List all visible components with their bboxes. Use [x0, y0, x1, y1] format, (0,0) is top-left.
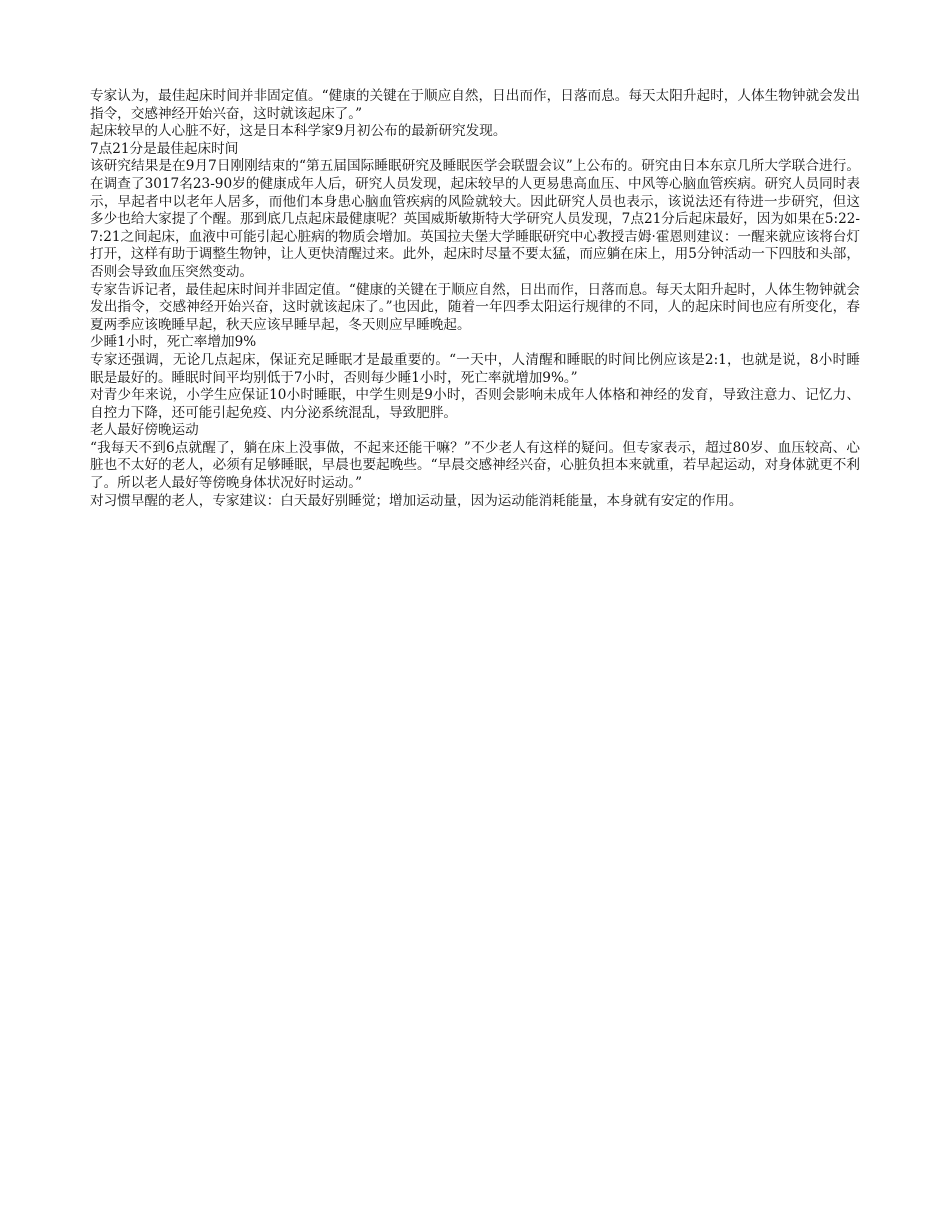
section-heading-elderly-exercise: 老人最好傍晚运动 — [90, 422, 199, 439]
body-paragraph: 对青少年来说，小学生应保证10小时睡眠，中学生则是9小时，否则会影响未成年人体格和神经的发育，导致注意力、记忆力、自控力下降，还可能引起免疫、内分泌系统混乱，导致肥胖。 — [90, 387, 860, 421]
section-heading-best-wake-time: 7点21分是最佳起床时间 — [90, 140, 239, 157]
section-heading-sleep-mortality: 少睡1小时，死亡率增加9% — [90, 334, 257, 351]
body-paragraph: 专家告诉记者，最佳起床时间并非固定值。“健康的关键在于顺应自然，日出而作，日落而息。每天太阳升起时，人体生物钟就会发出指令，交感神经开始兴奋，这时就该起床了。”也因此，随着一年四季太阳运行规律的不同，人的起床时间也应有所变化，春夏两季应该晚睡早起，秋天应该早睡早起，冬天则应早睡晚起。 — [90, 281, 860, 333]
intro-paragraph: 专家认为，最佳起床时间并非固定值。“健康的关键在于顺应自然，日出而作，日落而息。每天太阳升起时，人体生物钟就会发出指令，交感神经开始兴奋，这时就该起床了。” — [90, 88, 860, 122]
document-page — [90, 88, 860, 510]
body-paragraph: 专家还强调，无论几点起床，保证充足睡眠才是最重要的。“一天中，人清醒和睡眠的时间比例应该是2:1，也就是说，8小时睡眠是最好的。睡眠时间平均别低于7小时，否则每少睡1小时，死亡率就增加9%。” — [90, 351, 860, 386]
body-paragraph: “我每天不到6点就醒了，躺在床上没事做，不起来还能干嘛？”不少老人有这样的疑问。但专家表示，超过80岁、血压较高、心脏也不太好的老人，必须有足够睡眠，早晨也要起晚些。“早晨交感神经兴奋，心脏负担本来就重，若早起运动，对身体就更不利了。所以老人最好等傍晚身体状况好时运动。” — [90, 439, 860, 492]
body-paragraph: 对习惯早醒的老人，专家建议：白天最好别睡觉；增加运动量，因为运动能消耗能量，本身就有安定的作用。 — [90, 492, 743, 509]
body-paragraph: 该研究结果是在9月7日刚刚结束的“第五届国际睡眠研究及睡眠医学会联盟会议”上公布的。研究由日本东京几所大学联合进行。在调查了3017名23-90岁的健康成年人后，研究人员发现，起床较早的人更易患高血压、中风等心脑血管疾病。研究人员同时表示，早起者中以老年人居多，而他们本身患心脑血管疾病的风险就较大。因此研究人员也表示，该说法还有待进一步研究，但这多少也给大家提了个醒。那到底几点起床最健康呢？英国威斯敏斯特大学研究人员发现，7点21分后起床最好，因为如果在5:22-7:21之间起床，血液中可能引起心脏病的物质会增加。英国拉夫堡大学睡眠研究中心教授吉姆·霍恩则建议：一醒来就应该将台灯打开，这样有助于调整生物钟，让人更快清醒过来。此外，起床时尽量不要太猛，而应躺在床上，用5分钟活动一下四肢和头部，否则会导致血压突然变动。 — [90, 158, 860, 280]
lead-paragraph: 起床较早的人心脏不好，这是日本科学家9月初公布的最新研究发现。 — [90, 123, 507, 140]
